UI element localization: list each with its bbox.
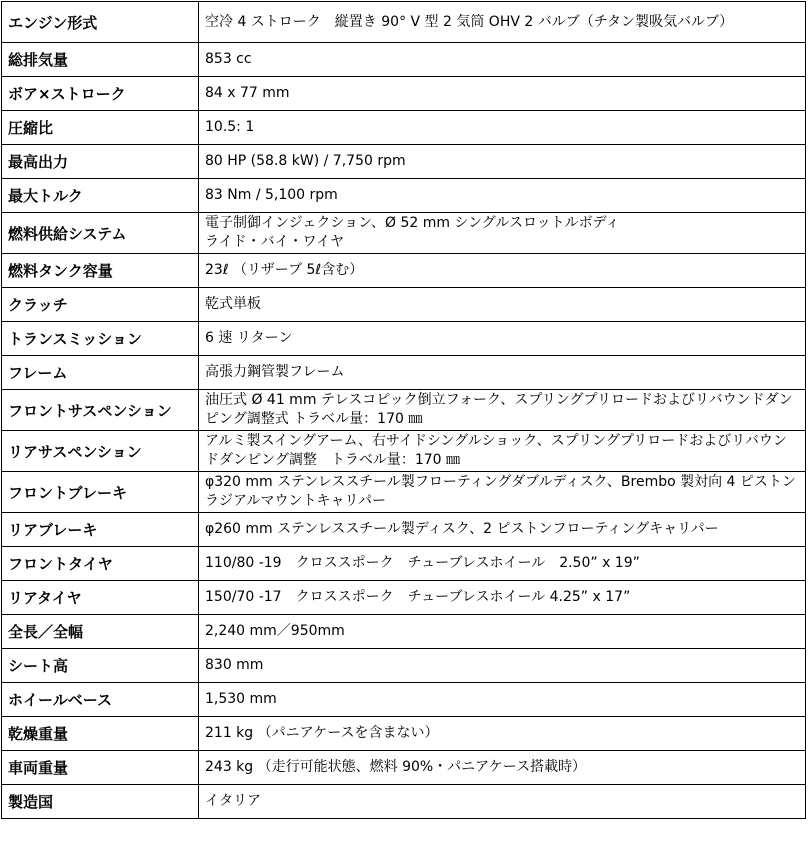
- spec-value: 空冷 4 ストローク 縦置き 90° V 型 2 気筒 OHV 2 バルブ（チタン製吸気バルブ）: [199, 2, 806, 43]
- spec-row-curb-weight: [2, 751, 806, 785]
- spec-row-front-tire: [2, 547, 806, 581]
- spec-label: 圧縮比: [2, 111, 199, 145]
- spec-value: 乾式単板: [199, 288, 806, 322]
- spec-row-engine: [2, 2, 806, 43]
- spec-value-line: ライド・バイ・ワイヤ: [205, 234, 345, 250]
- spec-row-front-suspension: [2, 390, 806, 431]
- spec-row-compression: [2, 111, 806, 145]
- spec-label: リアブレーキ: [2, 513, 199, 547]
- spec-label: クラッチ: [2, 288, 199, 322]
- spec-label: 全長／全幅: [2, 615, 199, 649]
- spec-label: 最大トルク: [2, 179, 199, 213]
- spec-label: 乾燥重量: [2, 717, 199, 751]
- spec-row-clutch: [2, 288, 806, 322]
- spec-value: φ260 mm ステンレススチール製ディスク、2 ピストンフローティングキャリパー: [199, 513, 806, 547]
- spec-label: フロントタイヤ: [2, 547, 199, 581]
- spec-label: 車両重量: [2, 751, 199, 785]
- spec-value: 2,240 mm／950mm: [199, 615, 806, 649]
- spec-value: φ320 mm ステンレススチール製フローティングダブルディスク、Brembo 製対向 4 ピストンラジアルマウントキャリパー: [199, 472, 806, 513]
- spec-row-rear-brake: [2, 513, 806, 547]
- spec-value: 853 cc: [199, 43, 806, 77]
- spec-value: 84 x 77 mm: [199, 77, 806, 111]
- spec-value: アルミ製スイングアーム、右サイドシングルショック、スプリングプリロードおよびリバウンドダンピング調整 トラベル量：170 ㎜: [199, 431, 806, 472]
- spec-row-dry-weight: [2, 717, 806, 751]
- spec-label: リアサスペンション: [2, 431, 199, 472]
- spec-value: イタリア: [199, 785, 806, 819]
- spec-row-fuel-tank: [2, 254, 806, 288]
- spec-row-transmission: [2, 322, 806, 356]
- spec-label: ホイールベース: [2, 683, 199, 717]
- spec-row-rear-suspension: [2, 431, 806, 472]
- spec-label: エンジン形式: [2, 2, 199, 43]
- spec-label: 燃料供給システム: [2, 213, 199, 254]
- spec-label: フロントサスペンション: [2, 390, 199, 431]
- spec-label: フロントブレーキ: [2, 472, 199, 513]
- spec-value: 211 kg （パニアケースを含まない）: [199, 717, 806, 751]
- spec-value: 23ℓ （リザーブ 5ℓ含む）: [199, 254, 806, 288]
- spec-value: 6 速 リターン: [199, 322, 806, 356]
- spec-value: 10.5: 1: [199, 111, 806, 145]
- spec-table: [1, 1, 806, 819]
- spec-row-bore-stroke: [2, 77, 806, 111]
- spec-label: 燃料タンク容量: [2, 254, 199, 288]
- spec-value: 油圧式 Ø 41 mm テレスコピック倒立フォーク、スプリングプリロードおよびリバウンドダンピング調整式 トラベル量：170 ㎜: [199, 390, 806, 431]
- spec-value: 1,530 mm: [199, 683, 806, 717]
- spec-row-displacement: [2, 43, 806, 77]
- spec-value: 高張力鋼管製フレーム: [199, 356, 806, 390]
- spec-value-line: 電子制御インジェクション、Ø 52 mm シングルスロットルボディ: [205, 215, 620, 231]
- spec-row-max-torque: [2, 179, 806, 213]
- spec-label: 最高出力: [2, 145, 199, 179]
- spec-row-fuel-system: [2, 213, 806, 254]
- spec-value: [199, 213, 806, 254]
- spec-value: 150/70 -17 クロススポーク チューブレスホイール 4.25” x 17”: [199, 581, 806, 615]
- spec-label: ボア×ストローク: [2, 77, 199, 111]
- spec-label: シート高: [2, 649, 199, 683]
- spec-label: フレーム: [2, 356, 199, 390]
- spec-row-seat-height: [2, 649, 806, 683]
- spec-row-wheelbase: [2, 683, 806, 717]
- spec-label: 製造国: [2, 785, 199, 819]
- spec-value: 83 Nm / 5,100 rpm: [199, 179, 806, 213]
- spec-row-frame: [2, 356, 806, 390]
- spec-value: 80 HP (58.8 kW) / 7,750 rpm: [199, 145, 806, 179]
- spec-row-dimensions: [2, 615, 806, 649]
- spec-value: 243 kg （走行可能状態、燃料 90%・パニアケース搭載時）: [199, 751, 806, 785]
- spec-row-country: [2, 785, 806, 819]
- spec-value: 830 mm: [199, 649, 806, 683]
- spec-label: トランスミッション: [2, 322, 199, 356]
- spec-row-front-brake: [2, 472, 806, 513]
- spec-value: 110/80 -19 クロススポーク チューブレスホイール 2.50” x 19”: [199, 547, 806, 581]
- spec-row-rear-tire: [2, 581, 806, 615]
- spec-label: 総排気量: [2, 43, 199, 77]
- spec-label: リアタイヤ: [2, 581, 199, 615]
- spec-row-max-power: [2, 145, 806, 179]
